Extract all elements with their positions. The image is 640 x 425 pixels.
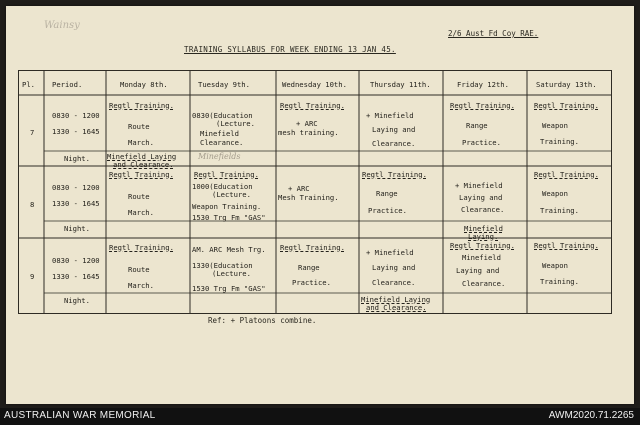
header-thursday: Thursday 11th.	[370, 80, 431, 89]
cell-text: Regtl Training.	[534, 170, 599, 179]
cell-text: Mesh Training.	[278, 193, 339, 202]
cell-text: Practice.	[368, 206, 407, 215]
cell-text: Regtl Training.	[280, 243, 345, 252]
header-tuesday: Tuesday 9th.	[198, 80, 250, 89]
period-time: 0830 - 1200	[52, 256, 100, 265]
archive-name: AUSTRALIAN WAR MEMORIAL	[4, 410, 156, 421]
platoon-number: 9	[30, 272, 35, 281]
cell-text: Practice.	[462, 138, 501, 147]
pencil-annotation: Wainsy	[44, 20, 80, 31]
pencil-annotation: Minefields	[198, 152, 241, 161]
cell-text: Clearance.	[372, 139, 416, 148]
document-title: TRAINING SYLLABUS FOR WEEK ENDING 13 JAN 45.	[184, 45, 396, 54]
cell-text: Range	[298, 263, 320, 272]
cell-text: + ARC	[288, 184, 310, 193]
cell-text: Weapon Training.	[192, 202, 262, 211]
archive-footer	[0, 408, 640, 425]
period-time: 1330 - 1645	[52, 272, 100, 281]
period-time: 0830 - 1200	[52, 111, 100, 120]
period-time: 0830 - 1200	[52, 183, 100, 192]
header-period: Period.	[52, 80, 83, 89]
cell-text: March.	[128, 138, 154, 147]
cell-text: mesh training.	[278, 128, 339, 137]
night-label: Night.	[64, 224, 90, 233]
cell-text: + Minefield	[366, 111, 414, 120]
period-time: 1330 - 1645	[52, 199, 100, 208]
cell-text: Laying and	[372, 263, 416, 272]
cell-text: + Minefield	[455, 181, 503, 190]
cell-text: Weapon	[542, 261, 568, 270]
cell-text: Laying and	[459, 193, 503, 202]
cell-text: Minefield	[200, 129, 239, 138]
cell-text: Regtl Training.	[534, 101, 599, 110]
cell-text: Regtl Training.	[534, 241, 599, 250]
cell-text: and Clearance.	[113, 160, 174, 169]
cell-text: Regtl Training.	[194, 170, 259, 179]
cell-text: Route	[128, 122, 150, 131]
header-pl: Pl.	[22, 80, 35, 89]
header-friday: Friday 12th.	[457, 80, 509, 89]
catalogue-id: AWM2020.71.2265	[548, 410, 634, 421]
cell-text: Regtl Training.	[109, 170, 174, 179]
cell-text: Practice.	[292, 278, 331, 287]
cell-text: 1330(Education	[192, 261, 253, 270]
cell-text: Laying.	[468, 232, 499, 241]
cell-text: 0830(Education	[192, 111, 253, 120]
night-label: Night.	[64, 154, 90, 163]
night-label: Night.	[64, 296, 90, 305]
cell-text: Route	[128, 265, 150, 274]
cell-text: Regtl Training.	[109, 243, 174, 252]
cell-text: 1530 Trg Fm "GAS"	[192, 213, 266, 222]
cell-text: Laying and	[456, 266, 500, 275]
cell-text: (Lecture.	[212, 190, 251, 199]
cell-text: Training.	[540, 277, 579, 286]
cell-text: Weapon	[542, 189, 568, 198]
unit-designation: 2/6 Aust Fd Coy RAE.	[448, 29, 539, 38]
cell-text: and Clearance.	[366, 303, 427, 312]
cell-text: Clearance.	[462, 279, 506, 288]
platoon-number: 7	[30, 128, 35, 137]
cell-text: (Lecture.	[212, 269, 251, 278]
cell-text: + Minefield	[366, 248, 414, 257]
cell-text: Training.	[540, 137, 579, 146]
period-time: 1330 - 1645	[52, 127, 100, 136]
cell-text: 1530 Trg Fm "GAS"	[192, 284, 266, 293]
cell-text: Minefield	[462, 253, 501, 262]
header-monday: Monday 8th.	[120, 80, 168, 89]
cell-text: Minefield Laying	[107, 152, 177, 161]
cell-text: Clearance.	[461, 205, 505, 214]
header-saturday: Saturday 13th.	[536, 80, 597, 89]
reference-note: Ref: + Platoons combine.	[208, 316, 317, 325]
cell-text: Weapon	[542, 121, 568, 130]
platoon-number: 8	[30, 200, 35, 209]
cell-text: Regtl Training.	[280, 101, 345, 110]
cell-text: Regtl Training.	[362, 170, 427, 179]
cell-text: March.	[128, 208, 154, 217]
cell-text: Route	[128, 192, 150, 201]
cell-text: Laying and	[372, 125, 416, 134]
cell-text: Minefield	[464, 224, 503, 233]
cell-text: 1000(Education	[192, 182, 253, 191]
header-wednesday: Wednesday 10th.	[282, 80, 347, 89]
cell-text: Regtl Training.	[450, 241, 515, 250]
cell-text: March.	[128, 281, 154, 290]
cell-text: + ARC	[296, 119, 318, 128]
cell-text: Minefield Laying	[361, 295, 431, 304]
cell-text: Clearance.	[200, 138, 244, 147]
cell-text: Regtl Training.	[109, 101, 174, 110]
cell-text: Regtl Training.	[450, 101, 515, 110]
cell-text: (Lecture.	[216, 119, 255, 128]
cell-text: AM. ARC Mesh Trg.	[192, 245, 266, 254]
cell-text: Training.	[540, 206, 579, 215]
cell-text: Range	[376, 189, 398, 198]
cell-text: Range	[466, 121, 488, 130]
cell-text: Clearance.	[372, 278, 416, 287]
